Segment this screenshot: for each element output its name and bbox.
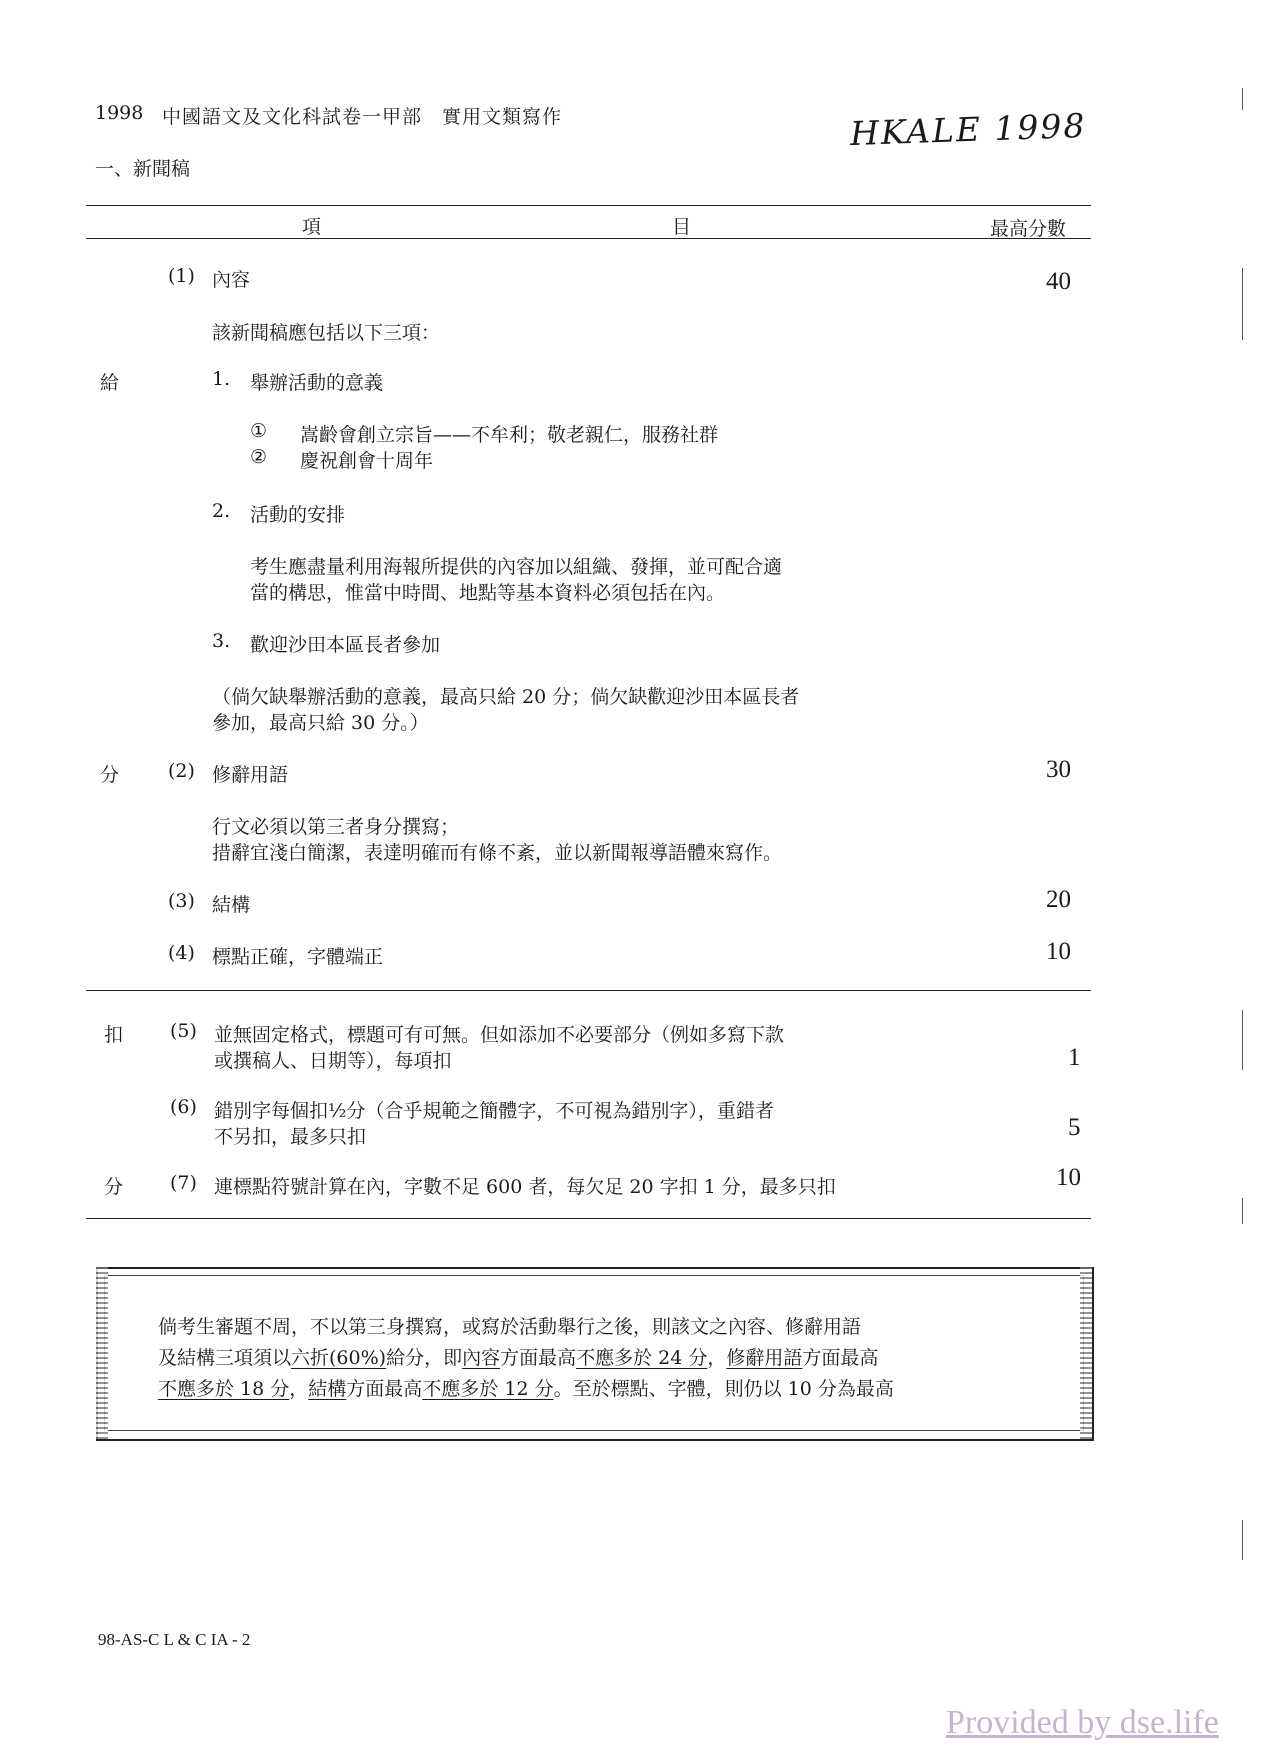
notice-line-2-a: 及結構三項須以	[158, 1347, 292, 1369]
table-bottom-rule	[86, 1218, 1091, 1219]
scan-margin-mark	[1242, 88, 1243, 110]
notice-line-3-max-12: 不應多於 12 分	[422, 1378, 554, 1400]
item-3-number: (3)	[168, 890, 195, 912]
item-6-score: 5	[1068, 1114, 1081, 1141]
item-7-text: 連標點符號計算在內，字數不足 600 者，每欠足 20 字扣 1 分，最多只扣	[214, 1176, 836, 1198]
scoring-deduction-divider	[86, 990, 1091, 991]
item-1-note-1: （倘欠缺舉辦活動的意義，最高只給 20 分；倘欠缺歡迎沙田本區長者	[212, 686, 800, 708]
item-1-score: 40	[1046, 268, 1071, 295]
notice-line-2-content: 內容	[462, 1347, 501, 1369]
item-2-number: (2)	[168, 760, 195, 782]
item-1-point2: 慶祝創會十周年	[300, 450, 434, 472]
item-1-sub2-text-2: 當的構思，惟當中時間、地點等基本資料必須包括在內。	[250, 582, 726, 604]
watermark-link[interactable]: Provided by dse.life	[946, 1704, 1219, 1741]
item-7-score: 10	[1056, 1164, 1081, 1191]
item-1-sub3-number: 3.	[212, 630, 231, 652]
table-header-item-1: 項	[302, 216, 322, 238]
item-1-sub2-text-1: 考生應盡量利用海報所提供的內容加以組織、發揮，並可配合適	[250, 556, 783, 578]
table-header-item-2: 目	[672, 216, 692, 238]
item-4-score: 10	[1046, 938, 1071, 965]
notice-line-3-b: ，	[289, 1378, 309, 1400]
item-1-sub2-label: 活動的安排	[250, 504, 346, 526]
table-header-max-score: 最高分數	[990, 218, 1067, 240]
side-label-deduct: 扣	[104, 1024, 124, 1046]
scan-margin-mark	[1242, 1520, 1243, 1560]
section-title: 一、新聞稿	[95, 158, 191, 180]
item-1-point2-mark: ②	[250, 446, 268, 468]
notice-line-1	[158, 1312, 861, 1339]
item-2-text-2: 措辭宜淺白簡潔，表達明確而有條不紊，並以新聞報導語體來寫作。	[212, 842, 783, 864]
exam-title: 中國語文及文化科試卷一甲部 實用文類寫作	[162, 106, 563, 128]
notice-line-2-max-24: 不應多於 24 分	[576, 1347, 708, 1369]
footer-page-code: 98-AS-C L & C IA - 2	[98, 1630, 251, 1649]
notice-line-2-g: ，	[707, 1347, 727, 1369]
item-3-score: 20	[1046, 886, 1071, 913]
item-1-label: 內容	[212, 269, 251, 291]
notice-line-1-text: 倘考生審題不周，不以第三身撰寫，或寫於活動舉行之後，則該文之內容、修辭用語	[158, 1316, 862, 1338]
notice-line-2-c: 給分，即	[386, 1347, 463, 1369]
item-1-sub1-label: 舉辦活動的意義	[250, 372, 384, 394]
item-2-text-1: 行文必須以第三者身分撰寫；	[212, 816, 460, 838]
item-6-text-2: 不另扣，最多只扣	[214, 1126, 367, 1148]
side-label-give: 給	[100, 372, 120, 394]
scan-margin-mark	[1242, 1198, 1243, 1224]
item-5-text-1: 並無固定格式，標題可有可無。但如添加不必要部分（例如多寫下款	[214, 1024, 785, 1046]
side-label-deduct-2: 分	[104, 1176, 124, 1198]
item-1-intro: 該新聞稿應包括以下三項：	[212, 322, 441, 344]
exam-year: 1998	[95, 102, 144, 124]
item-4-label: 標點正確，字體端正	[212, 946, 384, 968]
notice-line-2-rhetoric: 修辭用語	[726, 1347, 803, 1369]
table-header-rule	[86, 238, 1091, 239]
item-6-text-1: 錯別字每個扣½分（合乎規範之簡體字，不可視為錯別字），重錯者	[214, 1100, 774, 1122]
item-5-text-2: 或撰稿人、日期等），每項扣	[214, 1050, 452, 1072]
item-5-score: 1	[1068, 1044, 1081, 1071]
handwritten-note: HKALE 1998	[849, 105, 1088, 154]
notice-line-3-f: 。至於標點、字體，則仍以 10 分為最高	[553, 1378, 894, 1400]
item-2-label: 修辭用語	[212, 764, 289, 786]
item-3-label: 結構	[212, 894, 251, 916]
item-1-sub3-label: 歡迎沙田本區長者參加	[250, 634, 441, 656]
notice-box-frame-right	[1080, 1267, 1092, 1439]
item-1-note-2: 參加，最高只給 30 分。）	[212, 712, 429, 734]
notice-line-3-structure: 結構	[308, 1378, 347, 1400]
item-5-number: (5)	[170, 1020, 197, 1042]
side-label-give-2: 分	[100, 764, 120, 786]
item-1-point1: 嵩齡會創立宗旨——不牟利；敬老親仁，服務社群	[300, 424, 719, 446]
item-4-number: (4)	[168, 942, 195, 964]
item-7-number: (7)	[170, 1172, 197, 1194]
scan-margin-mark	[1242, 1010, 1243, 1070]
scan-margin-mark	[1242, 268, 1243, 340]
item-6-number: (6)	[170, 1096, 197, 1118]
notice-line-2-e: 方面最高	[500, 1347, 577, 1369]
item-1-number: (1)	[168, 265, 195, 287]
notice-line-3-d: 方面最高	[346, 1378, 423, 1400]
notice-line-2-i: 方面最高	[802, 1347, 879, 1369]
notice-line-2	[158, 1343, 878, 1370]
notice-line-3-max-18: 不應多於 18 分	[158, 1378, 290, 1400]
item-1-sub1-number: 1.	[212, 368, 231, 390]
item-1-sub2-number: 2.	[212, 500, 231, 522]
notice-line-2-sixty-percent: 六折(60%)	[291, 1347, 387, 1369]
table-top-rule	[86, 205, 1091, 206]
notice-box-frame-left	[96, 1267, 108, 1439]
item-2-score: 30	[1046, 756, 1071, 783]
notice-line-3	[158, 1374, 894, 1401]
item-1-point1-mark: ①	[250, 420, 268, 442]
